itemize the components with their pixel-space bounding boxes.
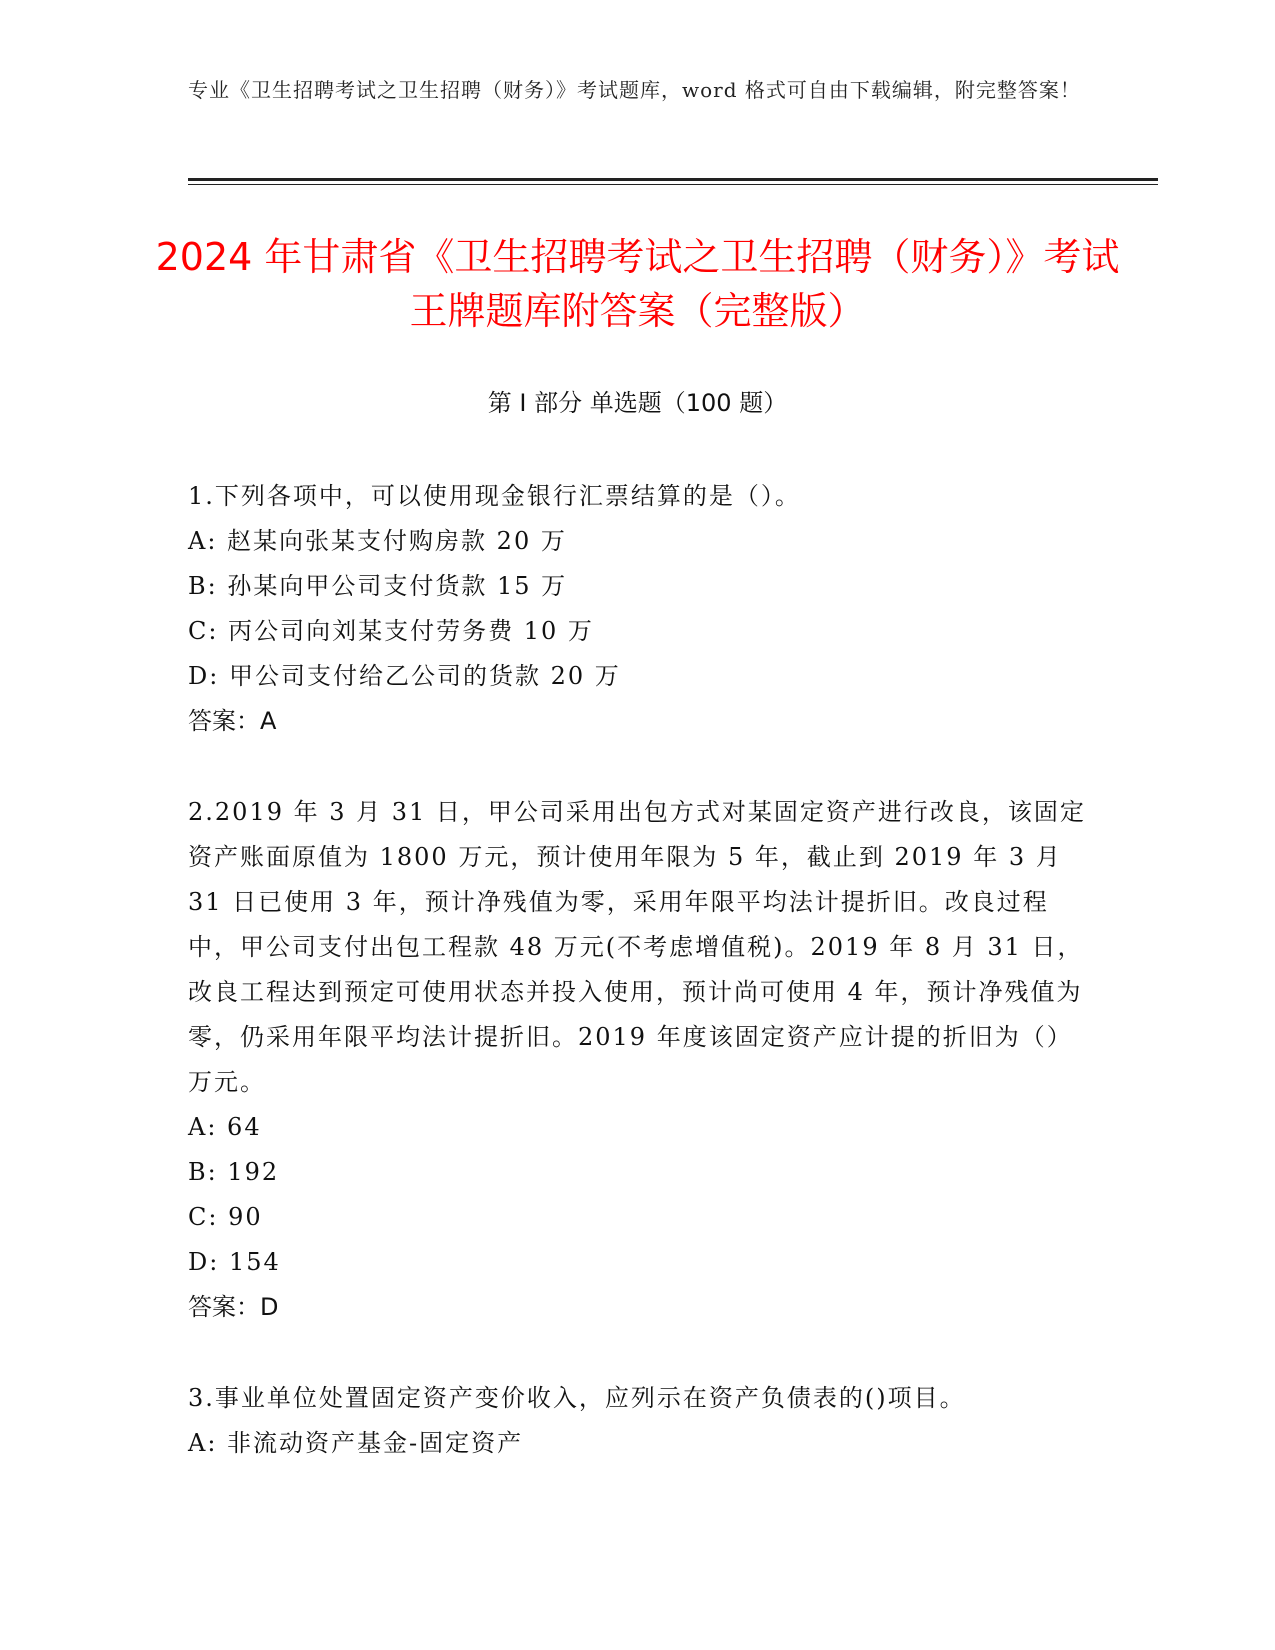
question-list: [188, 474, 1088, 1466]
document-title: 2024 年甘肃省《卫生招聘考试之卫生招聘（财务）》考试王牌题库附答案（完整版）: [155, 235, 1120, 333]
question-3: [188, 1376, 1088, 1466]
answer-line: 答案：A: [188, 707, 277, 735]
option-d: D: 甲公司支付给乙公司的货款 20 万: [188, 662, 621, 690]
question-text: 3.事业单位处置固定资产变价收入，应列示在资产负债表的()项目。: [188, 1384, 966, 1412]
header-note: 专业《卫生招聘考试之卫生招聘（财务）》考试题库，word 格式可自由下载编辑，附完整答案！: [188, 78, 1081, 102]
answer-line: 答案：D: [188, 1293, 279, 1321]
option-b: B: 孙某向甲公司支付货款 15 万: [188, 572, 568, 600]
option-c: C: 90: [188, 1203, 263, 1231]
option-c: C: 丙公司向刘某支付劳务费 10 万: [188, 617, 594, 645]
option-d: D: 154: [188, 1248, 281, 1276]
question-2: [188, 790, 1088, 1330]
header-divider-thin: [188, 184, 1158, 185]
header-divider: [188, 178, 1158, 181]
question-spacer: [188, 1330, 1088, 1376]
section-heading: 第 I 部分 单选题（100 题）: [487, 389, 788, 417]
question-1: [188, 474, 1088, 744]
question-text: 2.2019 年 3 月 31 日，甲公司采用出包方式对某固定资产进行改良，该固定资产账面原值为 1800 万元，预计使用年限为 5 年，截止到 2019 年 3 月 31 日已使用 3 年，预计净残值为零，采用年限平均法计提折旧。改良过程中，甲公司支付出包工程款 48 万元(不考虑增值税)。2019 年 8 月 31 日，改良工程达到预定可使用状态并投入使用，预计尚可使用 4 年，预计净残值为零，仍采用年限平均法计提折旧。2019 年度该固定资产应计提的折旧为（）万元。: [188, 798, 1086, 1096]
option-a: A: 赵某向张某支付购房款 20 万: [188, 527, 567, 555]
option-b: B: 192: [188, 1158, 280, 1186]
question-text: 1.下列各项中，可以使用现金银行汇票结算的是（）。: [188, 482, 801, 510]
option-a: A: 非流动资产基金-固定资产: [188, 1429, 524, 1457]
option-a: A: 64: [188, 1113, 262, 1141]
question-spacer: [188, 744, 1088, 790]
